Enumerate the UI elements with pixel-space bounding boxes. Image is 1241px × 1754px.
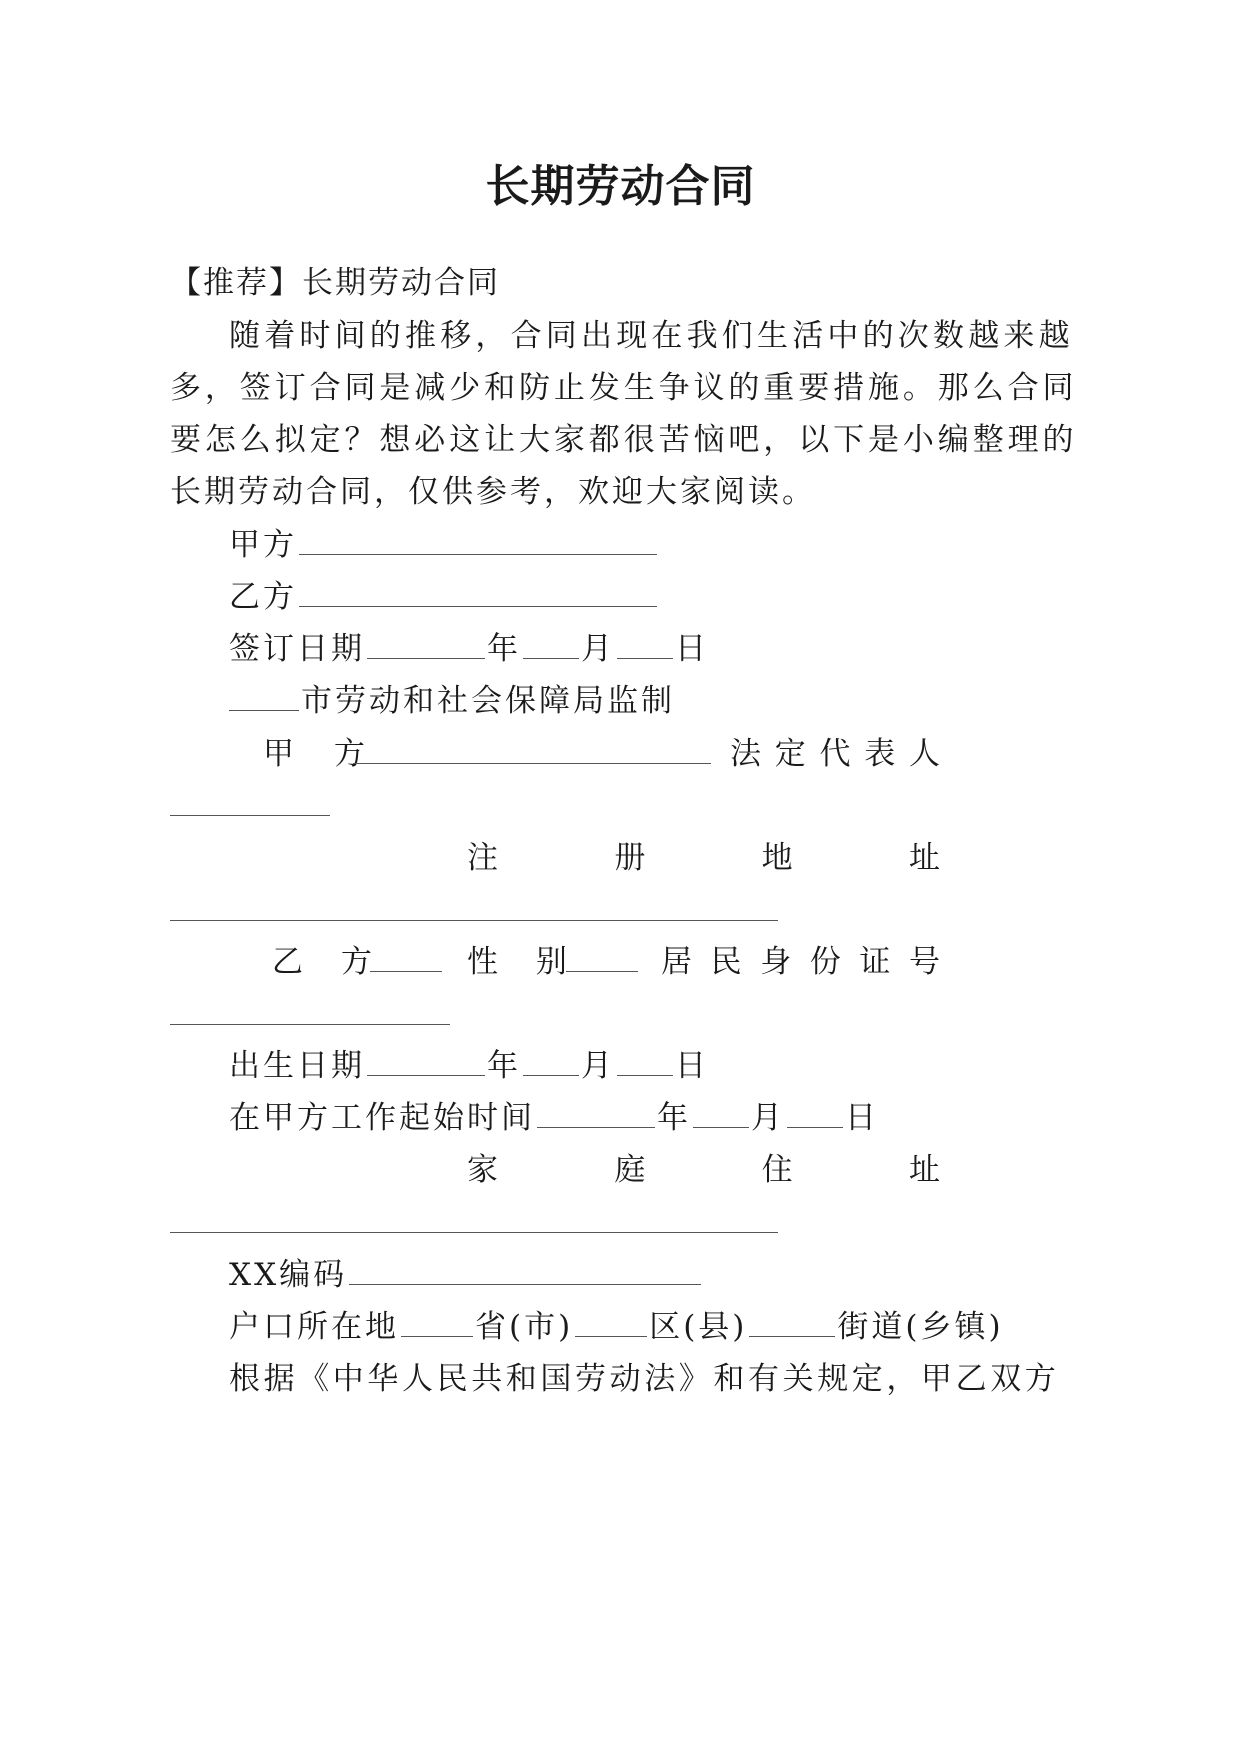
sign-year-blank[interactable] <box>367 632 485 659</box>
home-char: 址 <box>908 1152 940 1188</box>
b-char: 乙 <box>272 944 306 980</box>
birth-date-row <box>229 1046 709 1086</box>
day-label: 日 <box>675 631 709 667</box>
addr-char: 址 <box>908 840 940 876</box>
work-start-label: 在甲方工作起始时间 <box>229 1100 535 1136</box>
work-year-blank[interactable] <box>537 1101 655 1128</box>
id-number-label <box>661 942 940 982</box>
addr-char: 注 <box>467 840 498 876</box>
birth-month-blank[interactable] <box>523 1049 579 1076</box>
sign-date-label: 签订日期 <box>229 631 365 667</box>
bureau-label: 市劳动和社会保障局监制 <box>301 683 675 719</box>
b-char: 民 <box>710 944 742 980</box>
year-label: 年 <box>487 1048 521 1084</box>
b-char: 身 <box>760 944 792 980</box>
party-b-label: 乙方 <box>229 579 297 615</box>
gender-blank[interactable] <box>566 971 638 972</box>
home-address-blank[interactable] <box>170 1232 778 1233</box>
province-blank[interactable] <box>401 1310 473 1337</box>
intro-heading: 【推荐】长期劳动合同 <box>170 265 500 301</box>
intro-line-2: 多，签订合同是减少和防止发生争议的重要措施。那么合同 <box>170 370 1078 406</box>
party-b-row <box>229 577 659 617</box>
code-label: XX编码 <box>229 1257 348 1293</box>
party-a-blank[interactable] <box>299 528 657 555</box>
legal-rep-label <box>730 734 940 774</box>
rep-char: 方 <box>333 736 368 772</box>
intro-line-3: 要怎么拟定？想必这让大家都很苦恼吧，以下是小编整理的 <box>170 422 1078 458</box>
code-row <box>229 1255 703 1295</box>
gender-label <box>467 942 570 982</box>
party-b-blank[interactable] <box>299 580 657 607</box>
party-b-info-row <box>272 942 375 982</box>
bureau-row <box>229 681 675 721</box>
year-label: 年 <box>487 631 521 667</box>
rep-char: 法 <box>730 736 761 772</box>
reg-address-label <box>467 838 940 878</box>
addr-char: 地 <box>761 840 793 876</box>
birth-date-label: 出生日期 <box>229 1048 365 1084</box>
home-char: 住 <box>761 1152 793 1188</box>
birth-day-blank[interactable] <box>617 1049 673 1076</box>
work-day-blank[interactable] <box>787 1101 843 1128</box>
id-number-blank[interactable] <box>170 1024 450 1025</box>
addr-char: 册 <box>614 840 646 876</box>
hukou-row <box>229 1307 1004 1347</box>
party-a-name-blank[interactable] <box>353 763 711 764</box>
rep-char: 表 <box>864 736 896 772</box>
province-label: 省(市) <box>475 1309 574 1345</box>
sign-date-row <box>229 629 709 669</box>
work-start-row <box>229 1098 879 1138</box>
month-label: 月 <box>751 1100 785 1136</box>
hukou-label: 户口所在地 <box>229 1309 399 1345</box>
year-label: 年 <box>657 1100 691 1136</box>
sign-month-blank[interactable] <box>523 632 579 659</box>
rep-char: 甲 <box>263 736 297 772</box>
district-label: 区(县) <box>649 1309 748 1345</box>
district-blank[interactable] <box>575 1310 647 1337</box>
legal-rep-blank[interactable] <box>170 815 330 816</box>
month-label: 月 <box>581 1048 615 1084</box>
rep-char: 人 <box>909 736 940 772</box>
day-label: 日 <box>845 1100 879 1136</box>
work-month-blank[interactable] <box>693 1101 749 1128</box>
street-label: 街道(乡镇) <box>837 1309 1004 1345</box>
birth-year-blank[interactable] <box>367 1049 485 1076</box>
party-a-label: 甲方 <box>229 527 297 563</box>
b-char: 号 <box>908 944 940 980</box>
day-label: 日 <box>675 1048 709 1084</box>
document-title: 长期劳动合同 <box>485 161 756 212</box>
b-char: 性 <box>467 944 501 980</box>
reg-address-blank[interactable] <box>170 920 778 921</box>
sign-day-blank[interactable] <box>617 632 673 659</box>
month-label: 月 <box>581 631 615 667</box>
home-char: 庭 <box>614 1152 646 1188</box>
intro-line-1: 随着时间的推移，合同出现在我们生活中的次数越来越 <box>229 318 1074 354</box>
b-char: 份 <box>809 944 841 980</box>
street-blank[interactable] <box>749 1310 835 1337</box>
party-b-name-blank[interactable] <box>370 971 442 972</box>
rep-row-a <box>263 734 368 774</box>
party-a-row <box>229 525 659 565</box>
home-address-label <box>467 1150 940 1190</box>
home-char: 家 <box>467 1152 498 1188</box>
b-char: 方 <box>340 944 375 980</box>
b-char: 居 <box>661 944 692 980</box>
rep-char: 定 <box>774 736 806 772</box>
law-basis-line: 根据《中华人民共和国劳动法》和有关规定，甲乙双方 <box>229 1361 1060 1397</box>
city-blank[interactable] <box>229 684 299 711</box>
b-char: 别 <box>535 944 570 980</box>
b-char: 证 <box>859 944 891 980</box>
intro-line-4: 长期劳动合同，仅供参考，欢迎大家阅读。 <box>170 474 816 510</box>
rep-char: 代 <box>819 736 851 772</box>
code-blank[interactable] <box>349 1258 701 1285</box>
